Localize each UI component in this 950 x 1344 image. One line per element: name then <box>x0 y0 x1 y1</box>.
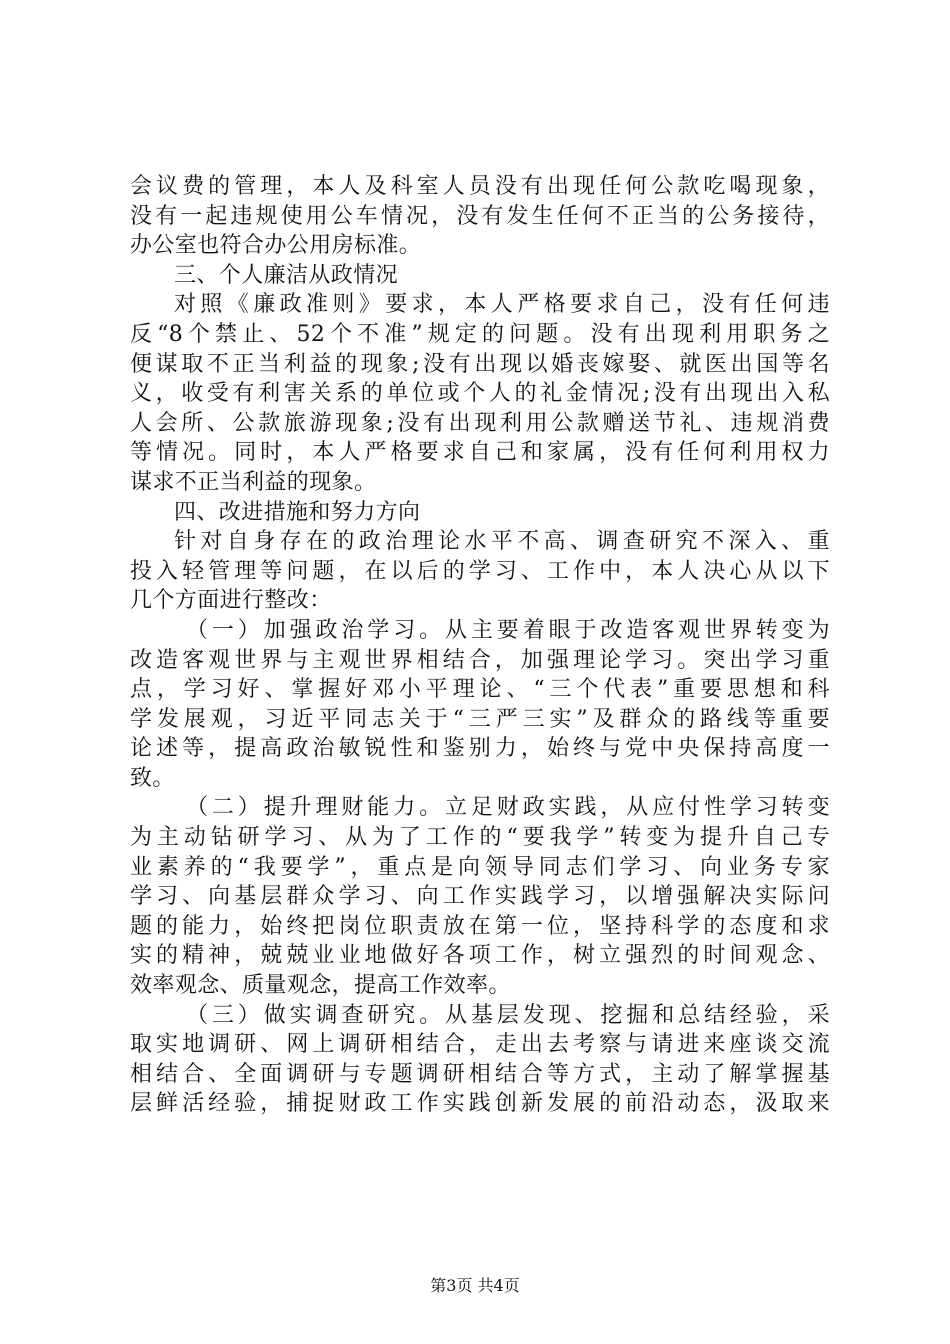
text-line: 层鲜活经验，捕捉财政工作实践创新发展的前沿动态，汲取来 <box>130 1091 830 1117</box>
subsection-line: （三）做实调查研究。从基层发现、挖掘和总结经验，采 <box>186 1002 830 1028</box>
text-line: 相结合、全面调研与专题调研相结合等方式，主动了解掌握基 <box>130 1061 830 1087</box>
text-line: 为主动钻研学习、从为了工作的“要我学”转变为提升自己专 <box>130 825 830 851</box>
text-line: 业素养的“我要学”，重点是向领导同志们学习、向业务专家 <box>130 854 830 880</box>
page-number-footer: 第3页 共4页 <box>430 1276 520 1295</box>
text-line: 等情况。同时，本人严格要求自己和家属，没有任何利用权力 <box>130 440 830 466</box>
document-body <box>130 172 830 1119</box>
text-line: 题的能力，始终把岗位职责放在第一位，坚持科学的态度和求 <box>130 913 830 939</box>
text-line: 没有一起违规使用公车情况，没有发生任何不正当的公务接待， <box>130 203 830 229</box>
text-line: 实的精神，兢兢业业地做好各项工作，树立强烈的时间观念、 <box>130 943 830 969</box>
section-heading: 三、个人廉洁从政情况 <box>174 262 399 288</box>
text-line: 致。 <box>130 765 175 791</box>
text-line: 效率观念、质量观念，提高工作效率。 <box>130 973 511 999</box>
text-line: 义，收受有利害关系的单位或个人的礼金情况;没有出现出入私 <box>130 381 830 407</box>
text-line: 点，学习好、掌握好邓小平理论、“三个代表”重要思想和科 <box>130 677 830 703</box>
text-line: 对照《廉政准则》要求，本人严格要求自己，没有任何违 <box>174 292 830 318</box>
section-heading: 四、改进措施和努力方向 <box>174 499 421 525</box>
text-line: 论述等，提高政治敏锐性和鉴别力，始终与党中央保持高度一 <box>130 736 830 762</box>
text-line: 针对自身存在的政治理论水平不高、调查研究不深入、重 <box>174 529 830 555</box>
subsection-line: （一）加强政治学习。从主要着眼于改造客观世界转变为 <box>186 617 830 643</box>
text-line: 学习、向基层群众学习、向工作实践学习，以增强解决实际问 <box>130 884 830 910</box>
text-line: 谋求不正当利益的现象。 <box>130 469 377 495</box>
text-line: 学发展观，习近平同志关于“三严三实”及群众的路线等重要 <box>130 706 830 732</box>
text-line: 几个方面进行整改： <box>130 588 332 614</box>
text-line: 办公室也符合办公用房标准。 <box>130 233 422 259</box>
text-line: 会议费的管理，本人及科室人员没有出现任何公款吃喝现象， <box>130 174 830 199</box>
text-line: 改造客观世界与主观世界相结合，加强理论学习。突出学习重 <box>130 647 830 673</box>
text-line: 人会所、公款旅游现象;没有出现利用公款赠送节礼、违规消费 <box>130 410 830 436</box>
text-line: 便谋取不正当利益的现象;没有出现以婚丧嫁娶、就医出国等名 <box>130 351 830 377</box>
subsection-line: （二）提升理财能力。立足财政实践，从应付性学习转变 <box>186 795 830 821</box>
text-line: 取实地调研、网上调研相结合，走出去考察与请进来座谈交流 <box>130 1032 830 1058</box>
text-line: 投入轻管理等问题，在以后的学习、工作中，本人决心从以下 <box>130 558 830 584</box>
text-line: 反“8个禁止、52个不准”规定的问题。没有出现利用职务之 <box>130 321 830 347</box>
